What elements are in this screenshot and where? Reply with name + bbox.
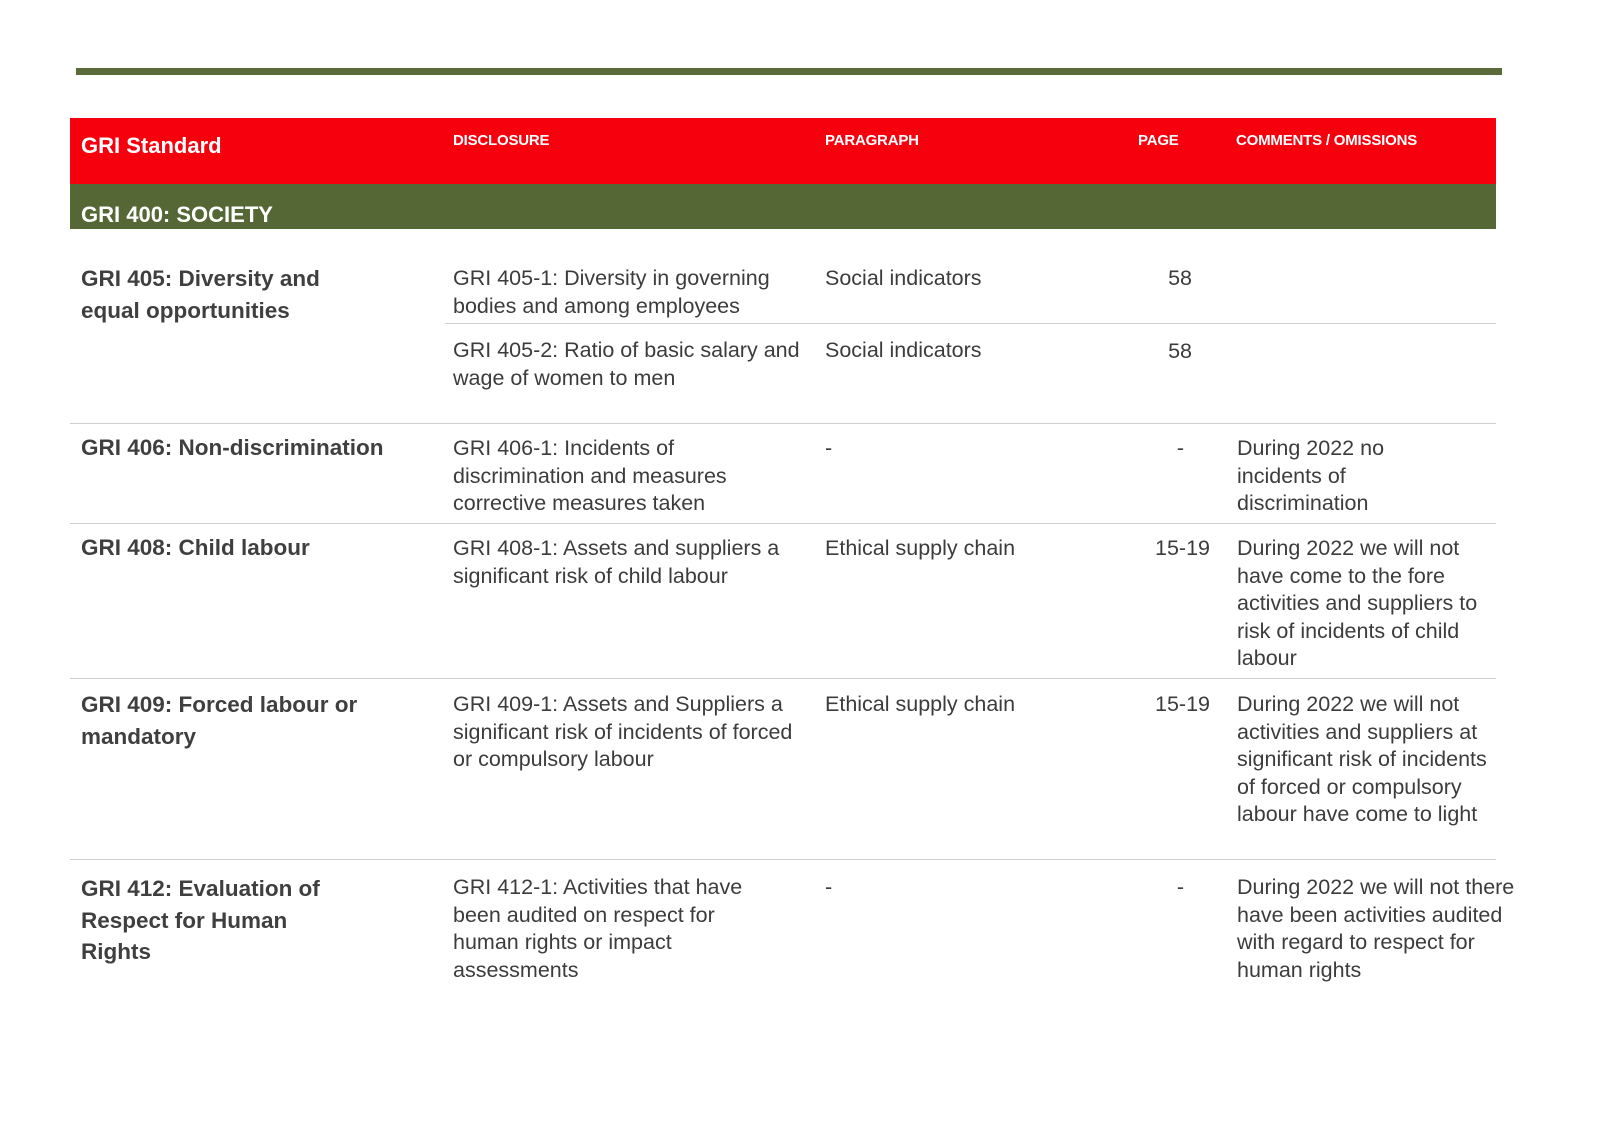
standard-406: GRI 406: Non-discrimination	[81, 435, 384, 460]
standard-412: GRI 412: Evaluation of Respect for Human Rights	[81, 876, 320, 964]
section-bar	[70, 184, 1496, 229]
row-divider	[70, 423, 1496, 424]
page-412-1: -	[1176, 875, 1184, 899]
disclosure-408-1: GRI 408-1: Assets and suppliers a significant risk of child labour	[453, 536, 780, 588]
standard-409: GRI 409: Forced labour or mandatory	[81, 692, 358, 749]
header-paragraph: PARAGRAPH	[825, 132, 919, 149]
comment-412-1: During 2022 we will not there have been activities audited with regard to respect for human rights	[1237, 875, 1515, 982]
comment-406-1: During 2022 no incidents of discrimination	[1237, 436, 1385, 515]
paragraph-412-1: -	[825, 875, 833, 899]
paragraph-409-1: Ethical supply chain	[825, 692, 1016, 716]
page-405-1: 58	[1168, 266, 1192, 290]
row-divider	[70, 859, 1496, 860]
section-title: GRI 400: SOCIETY	[81, 202, 273, 227]
disclosure-409-1: GRI 409-1: Assets and Suppliers a significant risk of incidents of forced or compulsory labour	[453, 692, 793, 771]
standard-405: GRI 405: Diversity and equal opportunities	[81, 266, 320, 323]
page-405-2: 58	[1168, 339, 1192, 363]
header-standard: GRI Standard	[81, 133, 222, 158]
row-divider	[70, 523, 1496, 524]
page-406-1: -	[1176, 436, 1184, 460]
disclosure-412-1: GRI 412-1: Activities that have been audited on respect for human rights or impact assessments	[453, 875, 743, 982]
top-rule	[76, 68, 1502, 75]
row-divider	[70, 678, 1496, 679]
comment-409-1: During 2022 we will not activities and suppliers at significant risk of incidents of forced or compulsory labour have come to light	[1237, 692, 1487, 826]
header-page: PAGE	[1138, 132, 1179, 149]
table-header	[70, 118, 1496, 184]
page-409-1: 15-19	[1155, 692, 1210, 716]
paragraph-408-1: Ethical supply chain	[825, 536, 1016, 560]
header-comments: COMMENTS / OMISSIONS	[1236, 132, 1418, 149]
row-divider	[445, 323, 1496, 324]
paragraph-405-2: Social indicators	[825, 338, 982, 362]
paragraph-406-1: -	[825, 436, 833, 460]
disclosure-405-2: GRI 405-2: Ratio of basic salary and wage of women to men	[453, 338, 800, 390]
paragraph-405-1: Social indicators	[825, 266, 982, 290]
standard-408: GRI 408: Child labour	[81, 535, 310, 560]
disclosure-406-1: GRI 406-1: Incidents of discrimination and measures corrective measures taken	[453, 436, 727, 515]
page-408-1: 15-19	[1155, 536, 1210, 560]
header-disclosure: DISCLOSURE	[453, 132, 550, 149]
disclosure-405-1: GRI 405-1: Diversity in governing bodies and among employees	[453, 266, 770, 318]
comment-408-1: During 2022 we will not have come to the fore activities and suppliers to risk of incidents of child labour	[1237, 536, 1478, 670]
